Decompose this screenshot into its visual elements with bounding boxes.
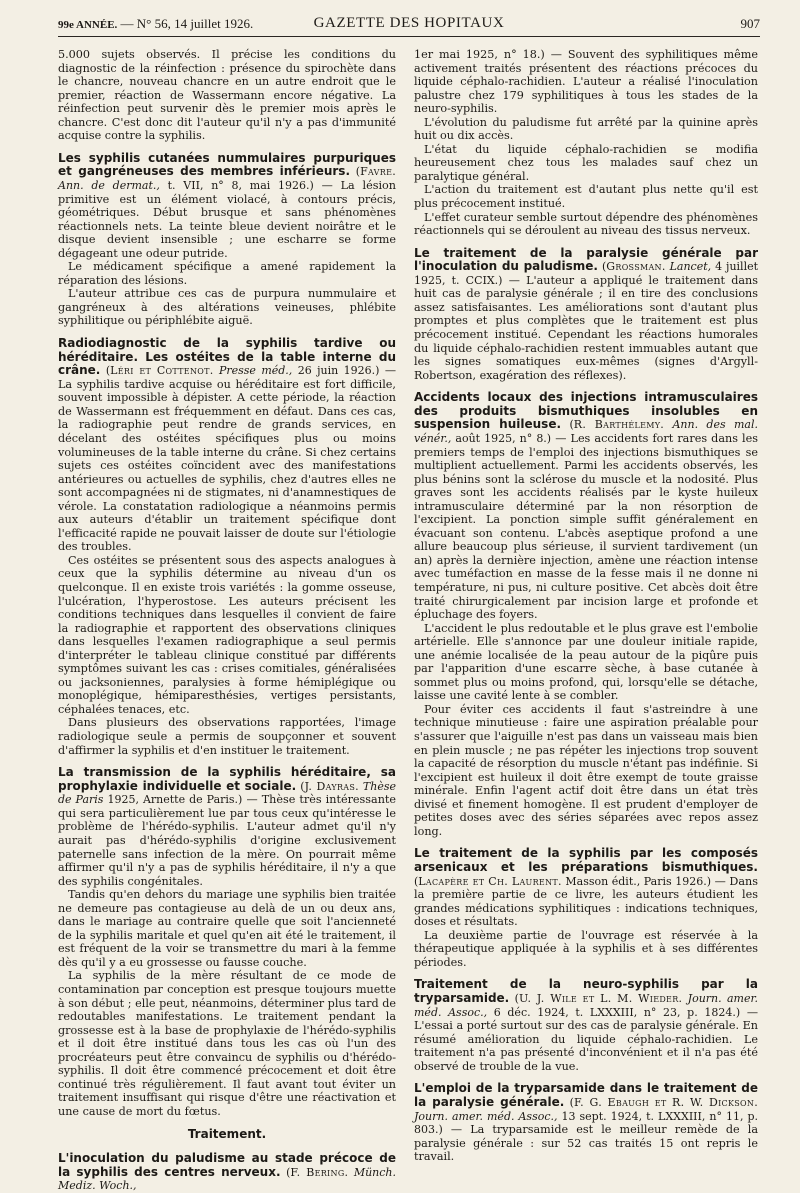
article-reference: (F. Bering. Münch. Mediz. Woch.,: [58, 1165, 397, 1193]
article-title: L'emploi de la tryparsamide dans le traitement de la paralysie générale.: [414, 1081, 758, 1109]
article-ref-detail: 13 sept. 1924, t. LXXXIII, n° 11, p. 803.): [414, 1109, 758, 1137]
article-journal: Ann. de dermat.,: [58, 179, 160, 193]
article-paragraph: — L'essai a porté surtout sur des cas de paralysie générale. En résumé amélioration du liquide céphalo-rachidien. Le traitement n'a pas présenté d'inconvénient et il n'a pas été observé de trouble de la vue.: [414, 1005, 758, 1073]
article-reference: (F. G. Ebaugh et R. W. Dickson. Journ. amer. méd. Assoc., 13 sept. 1924, t. LXXXIII, n° 11, p. 803.): [414, 1095, 758, 1137]
article-paragraph: — Les accidents fort rares dans les premiers temps de l'emploi des injections bismuthiques se multiplient actuellement. Parmi les accidents observés, les plus bénins sont la sclérose du muscle et la nodosité. Plus graves sont les accidents réalisés par le kyste huileux intramusculaire déterminé par la non résorption de l'excipient. La ponction simple suffit généralement en évacuant son contenu. L'abcès aseptique profond a une allure beaucoup plus sérieuse, il survient tardivement (un an) après la dernière injection, amène une réaction intense avec tuméfaction en masse de la fesse mais il ne donne ni température, ni pus, ni culture positive. Cet abcès doit être traité chirurgicalement par incision large et profonde et épluchage des foyers.: [414, 432, 758, 622]
article-paragraph: L'évolution du paludisme fut arrêté par la quinine après huit ou dix accès.: [414, 115, 758, 143]
article-tryparsamide-neuro: [414, 978, 758, 1073]
article-journal: Journ. amer. méd. Assoc.,: [414, 1109, 558, 1123]
article-lead: [58, 1152, 396, 1193]
section-heading: Traitement.: [187, 1127, 267, 1142]
article-author: J. Dayras.: [304, 779, 359, 793]
article-title: L'inoculation du paludisme au stade précoce de la syphilis des centres nerveux.: [58, 1150, 396, 1179]
article-transmission: [58, 766, 396, 1118]
article-title: Radiodiagnostic de la syphilis tardive ou héréditaire. Les ostéites de la table interne du crâne.: [58, 336, 396, 378]
article-reference: (R. Barthélemy. Ann. des mal. vénér., août 1925, n° 8.): [414, 418, 758, 445]
article-reference: (Favre. Ann. de dermat., t. VII, n° 8, mai 1926.): [58, 165, 397, 193]
article-paragraph: Le médicament spécifique a amené rapidement la réparation des lésions.: [58, 260, 396, 287]
article-journal: Presse méd.,: [218, 364, 293, 378]
article-author: U. J. Wile et L. M. Wieder.: [518, 992, 683, 1006]
article-ref-detail: août 1925, n° 8.): [455, 432, 552, 445]
article-lead: [414, 391, 758, 621]
article-inoculation-paludisme: [58, 1152, 396, 1193]
article-lead: [58, 152, 396, 260]
article-paragraph: Pour éviter ces accidents il faut s'astreindre à une technique minutieuse : faire une aspiration préalable pour s'assurer que l'aiguille n'est pas dans un vaisseau mais bien en plein muscle ; ne pas répéter les injections trop souvent la capacité de résorption du muscle n'étant pas indéfinie. Si l'excipient est huileux il doit être exempt de toute graisse minérale. Enfin l'agent actif doit être dans un état très divisé et finement homogène. Il est prudent d'employer de petites doses avec des séries séparées avec repos assez long.: [414, 702, 758, 838]
article-reference: (Lacapère et Ch. Laurent. Masson édit., Paris 1926.): [414, 874, 711, 888]
year-label: 99e ANNÉE.: [58, 19, 118, 31]
article-title: Les syphilis cutanées nummulaires purpuriques et gangréneuses des membres inférieurs.: [58, 150, 396, 179]
article-ref-detail: 4 juillet 1925, t. CCIX.): [414, 260, 759, 287]
article-paragraph: Tandis qu'en dehors du mariage une syphilis bien traitée ne demeure pas contagieuse au delà de un ou deux ans, dans le mariage au contraire quelle que soit l'ancienneté de la syphilis maritale et quel qu'en ait été le traitement, il est fréquent de la voir se transmettre du mari à la femme dès qu'il y a eu grossesse ou fausse couche.: [58, 888, 396, 969]
article-lead: [414, 847, 758, 928]
right-column: [414, 48, 759, 1164]
article-tryparsamide-paralysie: [414, 1082, 758, 1163]
article-reference: (U. J. Wile et L. M. Wieder. Journ. amer. méd. Assoc., 6 déc. 1924, t. LXXXIII, n° 23, p. 1824.): [414, 992, 759, 1019]
article-accidents-locaux: [414, 391, 758, 838]
article-reference: (Léri et Cottenot. Presse méd., 26 juin 1926.): [105, 364, 380, 378]
article-paragraph: L'auteur attribue ces cas de purpura nummulaire et gangréneux à des altérations veineuses, phlébite syphilitique ou périphlébite aiguë.: [58, 287, 396, 328]
article-paragraph: L'action du traitement est d'autant plus nette qu'il est plus précocement institué.: [414, 183, 758, 211]
article-ref-detail: 1925, Arnette de Paris.): [107, 793, 243, 807]
page-header: [58, 14, 760, 37]
article-journal: Thèse de Paris: [58, 779, 397, 807]
article-paragraph: — La lésion primitive est un élément violacé, à contours précis, géométriques. Début brusque et sans phénomènes réactionnels nets. La teinte bleue devient noirâtre et le disque devient insensible ; une escharre se forme dégageant une odeur putride.: [58, 179, 396, 260]
article-author: Grossman.: [606, 260, 666, 274]
article-journal: Münch. Mediz. Woch.,: [58, 1165, 397, 1193]
article-journal: Journ. amer. méd. Assoc.,: [414, 992, 759, 1019]
article-composes-arsenicaux: [414, 847, 758, 969]
article-paragraph: — L'auteur a appliqué le traitement dans huit cas de paralysie générale ; il en tire des conclusions assez satisfaisantes. Les améliorations sont d'autant plus promptes et plus complètes que le traitement est plus précocement institué. Cependant les réactions humorales du liquide céphalo-rachidien restent immuables autant que les signes somatiques eux-mêmes (signes d'Argyll-Robertson, exagération des réflexes).: [414, 273, 759, 382]
article-paragraph: — La tryparsamide est le meilleur remède de la paralysie générale : sur 52 cas traités 15 ont repris le travail.: [414, 1123, 758, 1164]
article-title: La transmission de la syphilis héréditaire, sa prophylaxie individuelle et sociale.: [58, 765, 396, 793]
article-paragraph: Dans plusieurs des observations rapportées, l'image radiologique seule a permis de soupçonner et souvent d'affirmer la syphilis et d'en instituer le traitement.: [58, 716, 396, 757]
article-paragraph: — Thèse très intéressante qui sera particulièrement lue par tous ceux qu'intéresse le problème de l'hérédo-syphilis. L'auteur admet qu'il n'y aurait pas d'hérédo-syphilis d'origine exclusivement paternelle sans infection de la mère. On pourrait même affirmer qu'il n'y a pas de syphilis héréditaire, il n'y a que des syphilis congénitales.: [58, 793, 397, 888]
article-journal: Ann. des mal. vénér.,: [414, 418, 758, 445]
article-paragraph: L'accident le plus redoutable et le plus grave est l'embolie artérielle. Elle s'annonce par une douleur initiale rapide, une anémie localisée de la peau autour de la piqûre puis par l'apparition d'une escarre sèche, à base cutanée à sommet plus ou moins profond, qui, lorsqu'elle se détache, laisse une cavité lente à se combler.: [414, 621, 758, 703]
article-lead: [58, 766, 396, 888]
article-title: Accidents locaux des injections intramusculaires des produits bismuthiques insolubles en suspension huileuse.: [414, 390, 758, 432]
article-author: F. G. Ebaugh et R. W. Dickson.: [573, 1095, 758, 1109]
article-title: Le traitement de la syphilis par les composés arsenicaux et les préparations bismuthiques.: [414, 846, 758, 874]
article-author: F. Bering.: [290, 1165, 349, 1179]
article-ref-detail: 26 juin 1926.): [297, 364, 380, 378]
article-paragraph: L'effet curateur semble surtout dépendre des phénomènes réactionnels qui se déroulent au niveau des tissus nerveux.: [414, 210, 758, 238]
article-continued: [58, 48, 396, 143]
article-ref-detail: Masson édit., Paris 1926.): [565, 874, 711, 888]
article-lead: [58, 337, 396, 554]
article-title: Le traitement de la paralysie générale par l'inoculation du paludisme.: [414, 245, 758, 274]
article-paragraph: — Dans la première partie de ce livre, les auteurs étudient les grandes médications syphilitiques : indications techniques, doses et résultats.: [414, 874, 759, 929]
article-radiodiagnostic: [58, 337, 396, 757]
article-lead: [414, 247, 758, 383]
article-lead: [414, 978, 758, 1073]
article-paragraph: La syphilis de la mère résultant de ce mode de contamination par conception est presque toujours muette à son début ; elle peut, néanmoins, déterminer plus tard de redoutables manifestations. Le traitement pendant la grossesse est à la base de prophylaxie de l'hérédo-syphilis et il doit être institué dans tous les cas où l'un des procréateurs peut être convaincu de syphilis ou d'hérédo-syphilis. Il doit être commencé précocement et doit être continué très régulièrement. Il faut avant tout éviter un traitement insuffisant qui risque d'être une réactivation et une cause de mort du fœtus.: [58, 969, 396, 1118]
article-author: Favre.: [360, 165, 397, 179]
article-journal: Lancet,: [669, 260, 712, 274]
article-ref-detail: t. VII, n° 8, mai 1926.): [167, 179, 314, 193]
article-paragraph: — La syphilis tardive acquise ou héréditaire est fort difficile, souvent impossible à dépister. A cette période, la réaction de Wassermann est fréquemment en défaut. Dans ces cas, la radiographie peut rendre de grands services, en décelant des ostéites spécifiques plus ou moins volumineuses de la table interne du crâne. Si chez certains sujets ces ostéites coïncident avec des manifestations antérieures ou actuelles de syphilis, chez d'autres elles ne sont accompagnées ni de stigmates, ni d'anamnestiques de vérole. La constatation radiologique a néanmoins permis aux auteurs d'établir un traitement spécifique dont l'efficacité rapide ne pouvait laisser de doute sur l'étiologie des troubles.: [58, 364, 397, 554]
article-ref-detail: 6 déc. 1924, t. LXXXIII, n° 23, p. 1824.): [493, 1005, 741, 1019]
article-paragraph: La deuxième partie de l'ouvrage est réservée à la thérapeutique appliquée à la syphilis et à ses différentes périodes.: [414, 928, 758, 969]
article-author: R. Barthélemy.: [573, 418, 665, 432]
article-syphilis-cutanees: [58, 152, 396, 328]
article-reference: (J. Dayras. Thèse de Paris 1925, Arnette de Paris.): [58, 779, 397, 807]
page-number: 907: [740, 16, 760, 31]
issue-number: — N° 56, 14 juillet 1926.: [120, 16, 254, 31]
article-paragraph: 1er mai 1925, n° 18.) — Souvent des syphilitiques même activement traités présentent des réactions précoces du liquide céphalo-rachidien. L'auteur a réalisé l'inoculation palustre chez 179 syphilitiques à tous les stades de la neuro-syphilis.: [414, 48, 758, 116]
article-paralysie-generale: [414, 247, 758, 383]
article-continued: [414, 48, 758, 238]
article-lead: [414, 1082, 758, 1163]
article-reference: (Grossman. Lancet, 4 juillet 1925, t. CCIX.): [414, 260, 759, 287]
journal-title: GAZETTE DES HOPITAUX: [313, 15, 505, 31]
article-title: Traitement de la neuro-syphilis par la tryparsamide.: [414, 977, 758, 1006]
article-author: Léri et Cottenot.: [110, 364, 214, 378]
article-paragraph: L'état du liquide céphalo-rachidien se modifia heureusement chez tous les malades sauf chez un paralytique général.: [414, 142, 758, 183]
article-author: Lacapère et Ch. Laurent.: [418, 874, 562, 888]
left-column: [58, 48, 397, 1193]
article-paragraph: 5.000 sujets observés. Il précise les conditions du diagnostic de la réinfection : présence du spirochète dans le chancre, nouveau chancre en un autre endroit que le premier, réaction de Wassermann encore négative. La réinfection peut survenir dès le premier mois après le chancre. C'est donc dit l'auteur qu'il n'y a pas d'immunité acquise contre la syphilis.: [58, 48, 396, 143]
article-paragraph: Ces ostéites se présentent sous des aspects analogues à ceux que la syphilis détermine au niveau d'un os quelconque. Il en existe trois variétés : la gomme osseuse, l'ulcération, l'hyperostose. Les auteurs précisent les conditions techniques dans lesquelles il convient de faire la radiographie et rapportent des observations cliniques dans lesquelles l'examen radiographique a seul permis d'interpréter le tableau clinique constitué par différents symptômes suivant les cas : crises comitiales, généralisées ou jacksoniennes, paralysies à forme hémiplégique ou monoplégique, hémiparesthésies, vertiges persistants, céphalées tenaces, etc.: [58, 553, 396, 716]
